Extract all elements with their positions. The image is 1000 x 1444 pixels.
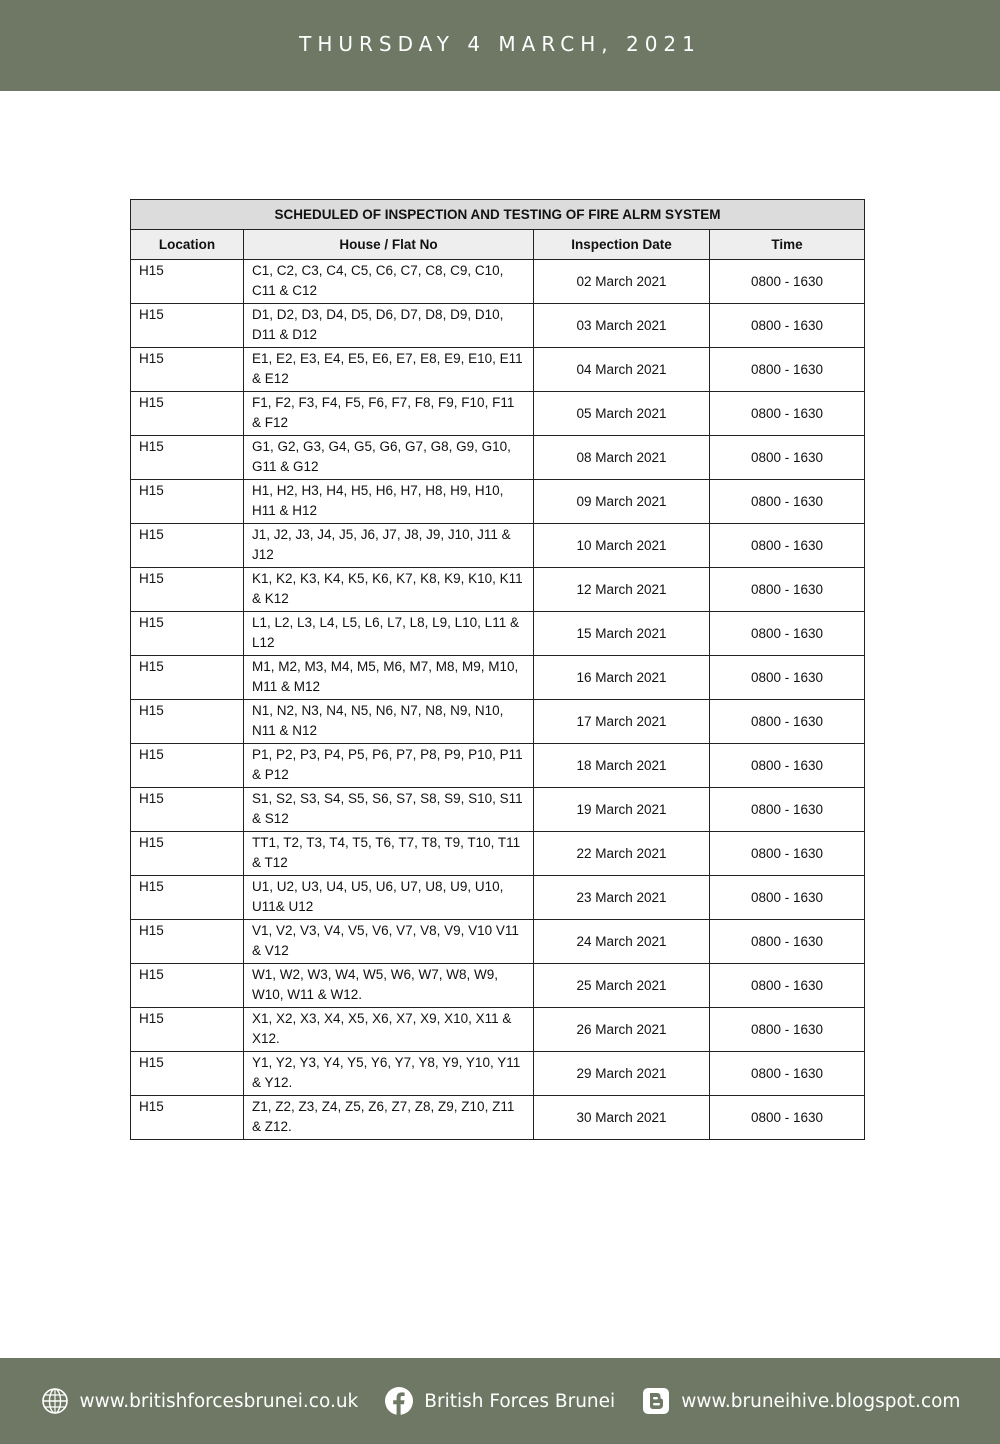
cell-time: 0800 - 1630 [710,656,865,700]
cell-location: H15 [131,1008,244,1052]
footer-facebook-text: British Forces Brunei [424,1390,616,1412]
cell-time: 0800 - 1630 [710,876,865,920]
cell-house-flat: N1, N2, N3, N4, N5, N6, N7, N8, N9, N10, N11 & N12 [244,700,534,744]
cell-house-flat: Z1, Z2, Z3, Z4, Z5, Z6, Z7, Z8, Z9, Z10, Z11 & Z12. [244,1096,534,1140]
table-row [131,480,865,524]
cell-location: H15 [131,744,244,788]
cell-location: H15 [131,304,244,348]
footer-band [0,1358,1000,1444]
cell-house-flat: H1, H2, H3, H4, H5, H6, H7, H8, H9, H10, H11 & H12 [244,480,534,524]
cell-inspection-date: 05 March 2021 [534,392,710,436]
cell-inspection-date: 25 March 2021 [534,964,710,1008]
facebook-icon [384,1386,414,1416]
table-row [131,920,865,964]
footer-blog[interactable] [641,1386,960,1416]
cell-house-flat: L1, L2, L3, L4, L5, L6, L7, L8, L9, L10, L11 & L12 [244,612,534,656]
table-body [131,260,865,1140]
cell-location: H15 [131,964,244,1008]
cell-house-flat: P1, P2, P3, P4, P5, P6, P7, P8, P9, P10, P11 & P12 [244,744,534,788]
cell-inspection-date: 09 March 2021 [534,480,710,524]
cell-inspection-date: 18 March 2021 [534,744,710,788]
table-row [131,788,865,832]
cell-location: H15 [131,260,244,304]
column-header-date: Inspection Date [534,230,710,260]
schedule-table [130,199,865,1140]
cell-time: 0800 - 1630 [710,260,865,304]
cell-inspection-date: 26 March 2021 [534,1008,710,1052]
cell-inspection-date: 04 March 2021 [534,348,710,392]
cell-location: H15 [131,612,244,656]
cell-inspection-date: 22 March 2021 [534,832,710,876]
cell-house-flat: X1, X2, X3, X4, X5, X6, X7, X9, X10, X11 & X12. [244,1008,534,1052]
table-row [131,524,865,568]
cell-location: H15 [131,436,244,480]
table-row [131,1008,865,1052]
cell-time: 0800 - 1630 [710,788,865,832]
cell-time: 0800 - 1630 [710,304,865,348]
cell-house-flat: V1, V2, V3, V4, V5, V6, V7, V8, V9, V10 V11 & V12 [244,920,534,964]
cell-time: 0800 - 1630 [710,568,865,612]
table-row [131,348,865,392]
column-header-location: Location [131,230,244,260]
blogger-icon [641,1386,671,1416]
cell-house-flat: J1, J2, J3, J4, J5, J6, J7, J8, J9, J10, J11 & J12 [244,524,534,568]
column-header-house: House / Flat No [244,230,534,260]
cell-inspection-date: 03 March 2021 [534,304,710,348]
table-row [131,1052,865,1096]
cell-location: H15 [131,348,244,392]
cell-location: H15 [131,392,244,436]
cell-house-flat: G1, G2, G3, G4, G5, G6, G7, G8, G9, G10, G11 & G12 [244,436,534,480]
cell-time: 0800 - 1630 [710,480,865,524]
cell-location: H15 [131,832,244,876]
footer-blog-text: www.bruneihive.blogspot.com [681,1390,961,1412]
cell-inspection-date: 29 March 2021 [534,1052,710,1096]
cell-location: H15 [131,876,244,920]
table-row [131,700,865,744]
cell-time: 0800 - 1630 [710,1052,865,1096]
cell-location: H15 [131,524,244,568]
footer-facebook[interactable] [384,1386,615,1416]
cell-inspection-date: 19 March 2021 [534,788,710,832]
cell-house-flat: TT1, T2, T3, T4, T5, T6, T7, T8, T9, T10, T11 & T12 [244,832,534,876]
cell-inspection-date: 10 March 2021 [534,524,710,568]
cell-house-flat: K1, K2, K3, K4, K5, K6, K7, K8, K9, K10, K11 & K12 [244,568,534,612]
table-title: SCHEDULED OF INSPECTION AND TESTING OF FIRE ALRM SYSTEM [131,200,865,230]
footer-website[interactable] [40,1386,359,1416]
schedule-table-wrap [130,199,864,1140]
table-row [131,436,865,480]
cell-location: H15 [131,568,244,612]
cell-time: 0800 - 1630 [710,920,865,964]
cell-inspection-date: 15 March 2021 [534,612,710,656]
cell-house-flat: S1, S2, S3, S4, S5, S6, S7, S8, S9, S10, S11 & S12 [244,788,534,832]
cell-location: H15 [131,656,244,700]
table-row [131,964,865,1008]
cell-inspection-date: 16 March 2021 [534,656,710,700]
cell-time: 0800 - 1630 [710,744,865,788]
cell-time: 0800 - 1630 [710,392,865,436]
cell-house-flat: E1, E2, E3, E4, E5, E6, E7, E8, E9, E10, E11 & E12 [244,348,534,392]
table-row [131,744,865,788]
globe-icon [40,1386,70,1416]
table-row [131,656,865,700]
cell-time: 0800 - 1630 [710,832,865,876]
header-date: THURSDAY 4 MARCH, 2021 [299,31,701,56]
header-band [0,0,1000,91]
cell-inspection-date: 12 March 2021 [534,568,710,612]
cell-location: H15 [131,788,244,832]
cell-house-flat: M1, M2, M3, M4, M5, M6, M7, M8, M9, M10, M11 & M12 [244,656,534,700]
cell-inspection-date: 24 March 2021 [534,920,710,964]
column-header-time: Time [710,230,865,260]
cell-time: 0800 - 1630 [710,1008,865,1052]
cell-time: 0800 - 1630 [710,436,865,480]
cell-location: H15 [131,1096,244,1140]
cell-house-flat: C1, C2, C3, C4, C5, C6, C7, C8, C9, C10, C11 & C12 [244,260,534,304]
cell-house-flat: W1, W2, W3, W4, W5, W6, W7, W8, W9, W10, W11 & W12. [244,964,534,1008]
table-row [131,392,865,436]
table-row [131,612,865,656]
cell-inspection-date: 17 March 2021 [534,700,710,744]
cell-house-flat: F1, F2, F3, F4, F5, F6, F7, F8, F9, F10, F11 & F12 [244,392,534,436]
cell-house-flat: Y1, Y2, Y3, Y4, Y5, Y6, Y7, Y8, Y9, Y10, Y11 & Y12. [244,1052,534,1096]
cell-inspection-date: 02 March 2021 [534,260,710,304]
cell-time: 0800 - 1630 [710,1096,865,1140]
cell-house-flat: U1, U2, U3, U4, U5, U6, U7, U8, U9, U10, U11& U12 [244,876,534,920]
cell-time: 0800 - 1630 [710,964,865,1008]
cell-time: 0800 - 1630 [710,700,865,744]
table-row [131,568,865,612]
cell-time: 0800 - 1630 [710,524,865,568]
cell-location: H15 [131,480,244,524]
cell-inspection-date: 23 March 2021 [534,876,710,920]
cell-location: H15 [131,700,244,744]
cell-inspection-date: 30 March 2021 [534,1096,710,1140]
table-row [131,832,865,876]
cell-location: H15 [131,920,244,964]
table-row [131,1096,865,1140]
cell-house-flat: D1, D2, D3, D4, D5, D6, D7, D8, D9, D10, D11 & D12 [244,304,534,348]
footer-website-text: www.britishforcesbrunei.co.uk [79,1390,359,1412]
cell-time: 0800 - 1630 [710,612,865,656]
table-row [131,304,865,348]
cell-location: H15 [131,1052,244,1096]
table-row [131,876,865,920]
cell-inspection-date: 08 March 2021 [534,436,710,480]
cell-time: 0800 - 1630 [710,348,865,392]
table-row [131,260,865,304]
